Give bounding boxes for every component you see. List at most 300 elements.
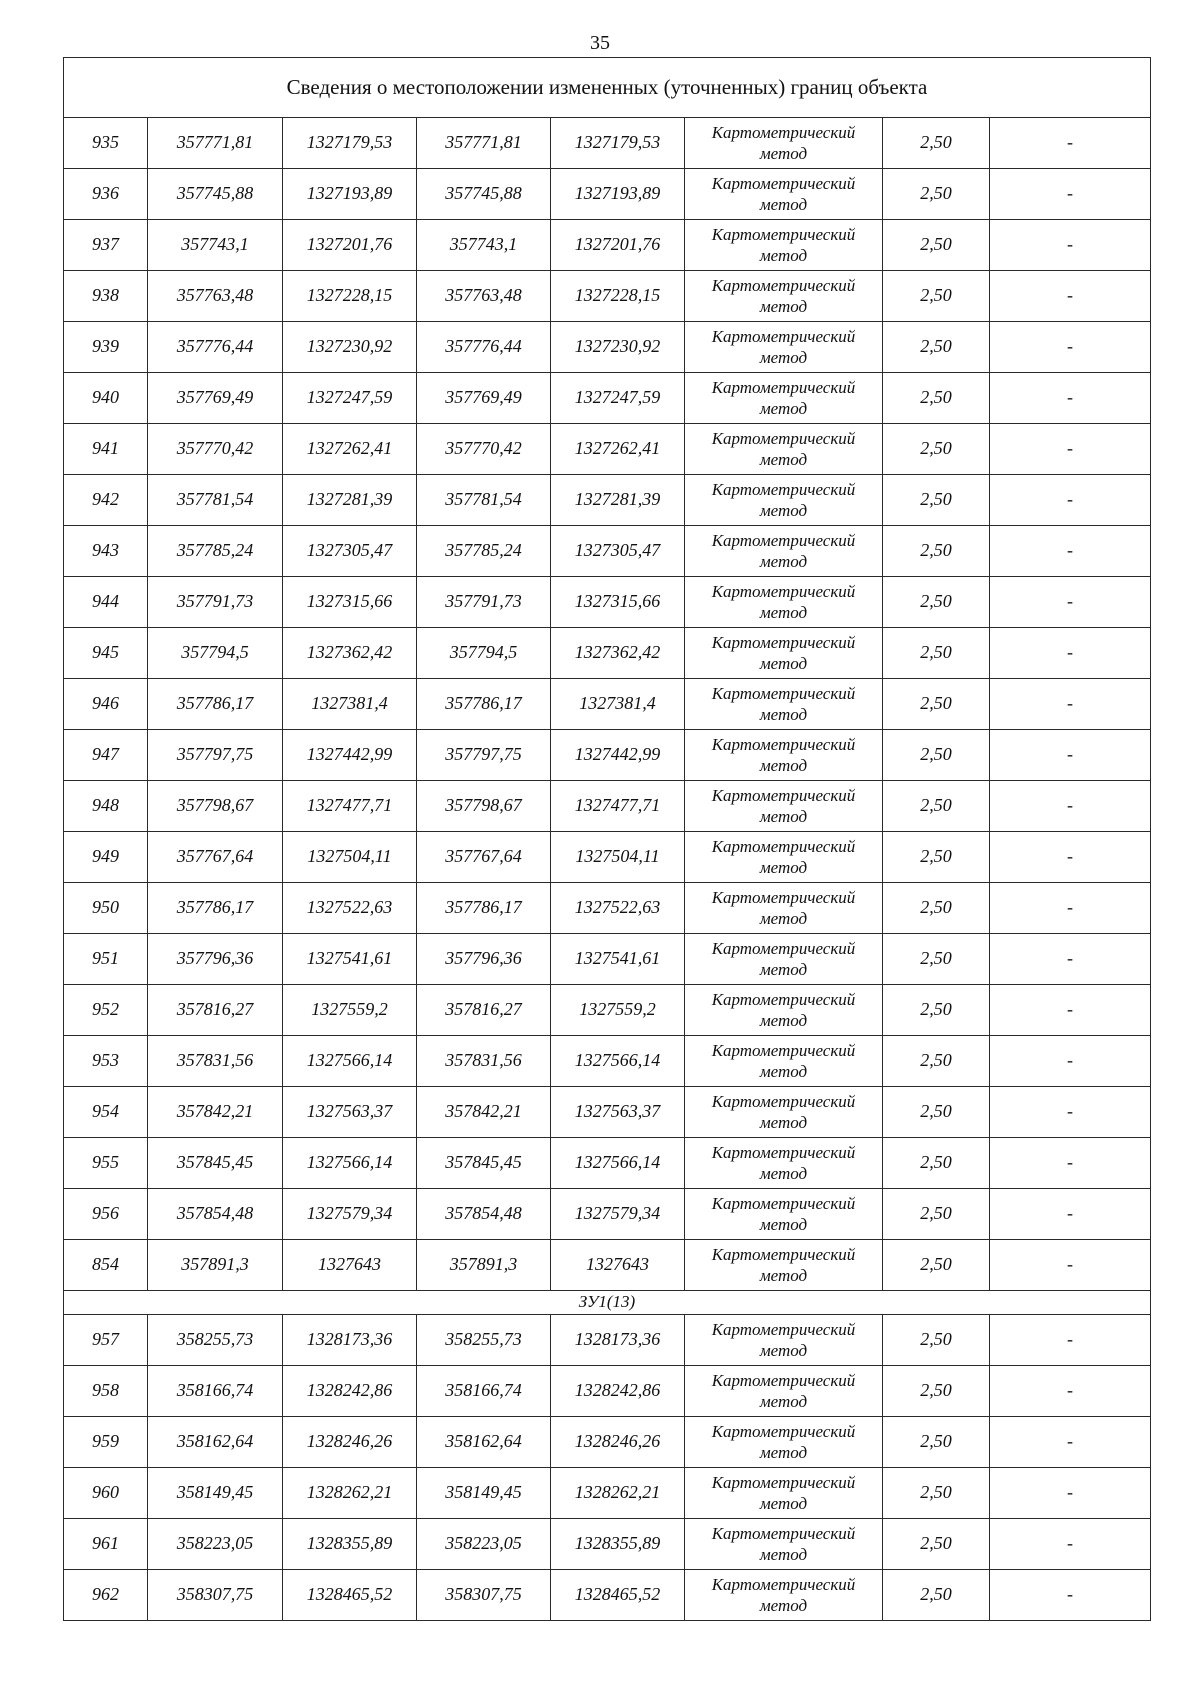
y-new-cell: 1327247,59 [551, 373, 685, 424]
y-new-cell: 1327566,14 [551, 1036, 685, 1087]
point-number-cell: 943 [64, 526, 148, 577]
y-old-cell: 1327566,14 [283, 1036, 417, 1087]
method-line2: метод [759, 1341, 808, 1360]
table-row [64, 1189, 1151, 1240]
method-line2: метод [759, 1494, 808, 1513]
description-cell: - [990, 220, 1151, 271]
table-row [64, 679, 1151, 730]
table-row [64, 220, 1151, 271]
method-cell [685, 628, 883, 679]
accuracy-cell: 2,50 [883, 118, 990, 169]
y-new-cell: 1327201,76 [551, 220, 685, 271]
method-line1: Картометрический [711, 735, 856, 754]
table-row [64, 883, 1151, 934]
x-old-cell: 357785,24 [148, 526, 283, 577]
description-cell: - [990, 1036, 1151, 1087]
method-line1: Картометрический [711, 888, 856, 907]
y-new-cell: 1327559,2 [551, 985, 685, 1036]
method-line1: Картометрический [711, 1143, 856, 1162]
y-new-cell: 1327228,15 [551, 271, 685, 322]
section-label: ЗУ1(13) [64, 1291, 1151, 1315]
method-line1: Картометрический [711, 1473, 856, 1492]
x-new-cell: 357854,48 [417, 1189, 551, 1240]
method-cell [685, 1036, 883, 1087]
accuracy-cell: 2,50 [883, 373, 990, 424]
description-cell: - [990, 118, 1151, 169]
method-cell [685, 832, 883, 883]
y-old-cell: 1327541,61 [283, 934, 417, 985]
description-cell: - [990, 1468, 1151, 1519]
method-cell [685, 1240, 883, 1291]
table-body [64, 58, 1151, 1621]
method-line2: метод [759, 1215, 808, 1234]
accuracy-cell: 2,50 [883, 1315, 990, 1366]
x-old-cell: 357854,48 [148, 1189, 283, 1240]
description-cell: - [990, 679, 1151, 730]
y-new-cell: 1328242,86 [551, 1366, 685, 1417]
method-line2: метод [759, 858, 808, 877]
method-cell [685, 1417, 883, 1468]
x-old-cell: 357745,88 [148, 169, 283, 220]
table-row [64, 577, 1151, 628]
method-line1: Картометрический [711, 1194, 856, 1213]
method-line1: Картометрический [711, 1422, 856, 1441]
x-old-cell: 357798,67 [148, 781, 283, 832]
method-line2: метод [759, 1062, 808, 1081]
x-old-cell: 357831,56 [148, 1036, 283, 1087]
y-old-cell: 1327230,92 [283, 322, 417, 373]
y-old-cell: 1327262,41 [283, 424, 417, 475]
table-row [64, 985, 1151, 1036]
x-old-cell: 357891,3 [148, 1240, 283, 1291]
accuracy-cell: 2,50 [883, 271, 990, 322]
description-cell: - [990, 1189, 1151, 1240]
x-new-cell: 357763,48 [417, 271, 551, 322]
point-number-cell: 940 [64, 373, 148, 424]
point-number-cell: 947 [64, 730, 148, 781]
method-cell [685, 1315, 883, 1366]
method-cell [685, 1468, 883, 1519]
x-new-cell: 357771,81 [417, 118, 551, 169]
accuracy-cell: 2,50 [883, 1189, 990, 1240]
point-number-cell: 956 [64, 1189, 148, 1240]
y-new-cell: 1327522,63 [551, 883, 685, 934]
point-number-cell: 958 [64, 1366, 148, 1417]
coordinates-table [63, 57, 1151, 1621]
x-new-cell: 357781,54 [417, 475, 551, 526]
x-old-cell: 357786,17 [148, 883, 283, 934]
y-old-cell: 1327559,2 [283, 985, 417, 1036]
method-cell [685, 271, 883, 322]
method-cell [685, 577, 883, 628]
method-cell [685, 322, 883, 373]
method-line1: Картометрический [711, 1092, 856, 1111]
description-cell: - [990, 526, 1151, 577]
point-number-cell: 962 [64, 1570, 148, 1621]
y-old-cell: 1327504,11 [283, 832, 417, 883]
x-new-cell: 358149,45 [417, 1468, 551, 1519]
section-row [64, 1291, 1151, 1315]
table-row [64, 1087, 1151, 1138]
point-number-cell: 949 [64, 832, 148, 883]
x-old-cell: 357845,45 [148, 1138, 283, 1189]
method-line2: метод [759, 450, 808, 469]
method-line1: Картометрический [711, 327, 856, 346]
y-old-cell: 1327477,71 [283, 781, 417, 832]
x-new-cell: 357767,64 [417, 832, 551, 883]
y-new-cell: 1328355,89 [551, 1519, 685, 1570]
accuracy-cell: 2,50 [883, 679, 990, 730]
point-number-cell: 961 [64, 1519, 148, 1570]
y-old-cell: 1328173,36 [283, 1315, 417, 1366]
method-line2: метод [759, 1545, 808, 1564]
method-cell [685, 1519, 883, 1570]
description-cell: - [990, 1366, 1151, 1417]
method-cell [685, 1366, 883, 1417]
accuracy-cell: 2,50 [883, 1468, 990, 1519]
method-cell [685, 424, 883, 475]
method-line2: метод [759, 756, 808, 775]
point-number-cell: 942 [64, 475, 148, 526]
method-line2: метод [759, 705, 808, 724]
table-row [64, 169, 1151, 220]
description-cell: - [990, 322, 1151, 373]
x-new-cell: 357816,27 [417, 985, 551, 1036]
table-row [64, 271, 1151, 322]
point-number-cell: 939 [64, 322, 148, 373]
x-new-cell: 357794,5 [417, 628, 551, 679]
method-line1: Картометрический [711, 990, 856, 1009]
method-line2: метод [759, 1392, 808, 1411]
y-old-cell: 1327522,63 [283, 883, 417, 934]
method-line1: Картометрический [711, 123, 856, 142]
y-old-cell: 1328242,86 [283, 1366, 417, 1417]
description-cell: - [990, 1240, 1151, 1291]
method-cell [685, 373, 883, 424]
table-row [64, 322, 1151, 373]
method-line2: метод [759, 603, 808, 622]
description-cell: - [990, 1417, 1151, 1468]
y-new-cell: 1327442,99 [551, 730, 685, 781]
table-row [64, 1138, 1151, 1189]
x-new-cell: 358162,64 [417, 1417, 551, 1468]
description-cell: - [990, 628, 1151, 679]
y-new-cell: 1328173,36 [551, 1315, 685, 1366]
y-new-cell: 1327541,61 [551, 934, 685, 985]
method-line1: Картометрический [711, 378, 856, 397]
table-row [64, 1366, 1151, 1417]
y-old-cell: 1327643 [283, 1240, 417, 1291]
x-old-cell: 357786,17 [148, 679, 283, 730]
x-new-cell: 358307,75 [417, 1570, 551, 1621]
x-old-cell: 357794,5 [148, 628, 283, 679]
x-old-cell: 358223,05 [148, 1519, 283, 1570]
y-new-cell: 1327381,4 [551, 679, 685, 730]
method-line1: Картометрический [711, 1524, 856, 1543]
table-row [64, 832, 1151, 883]
method-line2: метод [759, 399, 808, 418]
x-old-cell: 357743,1 [148, 220, 283, 271]
method-line2: метод [759, 297, 808, 316]
description-cell: - [990, 730, 1151, 781]
y-new-cell: 1327315,66 [551, 577, 685, 628]
method-cell [685, 526, 883, 577]
description-cell: - [990, 934, 1151, 985]
x-new-cell: 357769,49 [417, 373, 551, 424]
x-new-cell: 357786,17 [417, 679, 551, 730]
x-old-cell: 357769,49 [148, 373, 283, 424]
accuracy-cell: 2,50 [883, 220, 990, 271]
x-old-cell: 357776,44 [148, 322, 283, 373]
point-number-cell: 941 [64, 424, 148, 475]
method-line2: метод [759, 1596, 808, 1615]
point-number-cell: 936 [64, 169, 148, 220]
y-old-cell: 1328355,89 [283, 1519, 417, 1570]
y-new-cell: 1327362,42 [551, 628, 685, 679]
y-old-cell: 1327193,89 [283, 169, 417, 220]
y-old-cell: 1327315,66 [283, 577, 417, 628]
accuracy-cell: 2,50 [883, 985, 990, 1036]
x-new-cell: 357842,21 [417, 1087, 551, 1138]
x-new-cell: 357796,36 [417, 934, 551, 985]
accuracy-cell: 2,50 [883, 730, 990, 781]
method-line2: метод [759, 807, 808, 826]
point-number-cell: 951 [64, 934, 148, 985]
method-line1: Картометрический [711, 429, 856, 448]
y-new-cell: 1328465,52 [551, 1570, 685, 1621]
x-new-cell: 357770,42 [417, 424, 551, 475]
method-cell [685, 475, 883, 526]
x-old-cell: 358149,45 [148, 1468, 283, 1519]
y-old-cell: 1327228,15 [283, 271, 417, 322]
accuracy-cell: 2,50 [883, 1240, 990, 1291]
point-number-cell: 937 [64, 220, 148, 271]
y-old-cell: 1327247,59 [283, 373, 417, 424]
accuracy-cell: 2,50 [883, 169, 990, 220]
method-cell [685, 1570, 883, 1621]
table-row [64, 628, 1151, 679]
accuracy-cell: 2,50 [883, 832, 990, 883]
x-new-cell: 358166,74 [417, 1366, 551, 1417]
y-new-cell: 1327230,92 [551, 322, 685, 373]
method-line2: метод [759, 1266, 808, 1285]
table-row [64, 373, 1151, 424]
table-row [64, 1240, 1151, 1291]
point-number-cell: 935 [64, 118, 148, 169]
method-line2: метод [759, 1011, 808, 1030]
y-new-cell: 1327193,89 [551, 169, 685, 220]
accuracy-cell: 2,50 [883, 1417, 990, 1468]
point-number-cell: 957 [64, 1315, 148, 1366]
table-row [64, 475, 1151, 526]
method-line2: метод [759, 909, 808, 928]
method-line1: Картометрический [711, 684, 856, 703]
table-row [64, 118, 1151, 169]
description-cell: - [990, 1570, 1151, 1621]
x-new-cell: 357798,67 [417, 781, 551, 832]
table-row [64, 781, 1151, 832]
x-old-cell: 357842,21 [148, 1087, 283, 1138]
method-line1: Картометрический [711, 786, 856, 805]
x-new-cell: 358255,73 [417, 1315, 551, 1366]
method-line1: Картометрический [711, 1320, 856, 1339]
method-cell [685, 985, 883, 1036]
x-old-cell: 357797,75 [148, 730, 283, 781]
x-old-cell: 357796,36 [148, 934, 283, 985]
method-line1: Картометрический [711, 1575, 856, 1594]
accuracy-cell: 2,50 [883, 1366, 990, 1417]
method-line2: метод [759, 246, 808, 265]
y-new-cell: 1327566,14 [551, 1138, 685, 1189]
y-new-cell: 1327262,41 [551, 424, 685, 475]
method-line1: Картометрический [711, 1245, 856, 1264]
point-number-cell: 945 [64, 628, 148, 679]
method-cell [685, 220, 883, 271]
accuracy-cell: 2,50 [883, 781, 990, 832]
point-number-cell: 948 [64, 781, 148, 832]
x-new-cell: 357845,45 [417, 1138, 551, 1189]
method-line2: метод [759, 348, 808, 367]
y-old-cell: 1328262,21 [283, 1468, 417, 1519]
y-new-cell: 1327504,11 [551, 832, 685, 883]
x-old-cell: 358255,73 [148, 1315, 283, 1366]
accuracy-cell: 2,50 [883, 526, 990, 577]
table-row [64, 424, 1151, 475]
y-old-cell: 1327381,4 [283, 679, 417, 730]
description-cell: - [990, 169, 1151, 220]
y-old-cell: 1327566,14 [283, 1138, 417, 1189]
y-old-cell: 1328465,52 [283, 1570, 417, 1621]
y-new-cell: 1327643 [551, 1240, 685, 1291]
point-number-cell: 950 [64, 883, 148, 934]
table-row [64, 1570, 1151, 1621]
method-line1: Картометрический [711, 225, 856, 244]
description-cell: - [990, 985, 1151, 1036]
method-cell [685, 1138, 883, 1189]
method-cell [685, 679, 883, 730]
method-line1: Картометрический [711, 1371, 856, 1390]
x-old-cell: 357771,81 [148, 118, 283, 169]
method-cell [685, 118, 883, 169]
accuracy-cell: 2,50 [883, 475, 990, 526]
accuracy-cell: 2,50 [883, 322, 990, 373]
accuracy-cell: 2,50 [883, 1138, 990, 1189]
x-old-cell: 358162,64 [148, 1417, 283, 1468]
description-cell: - [990, 577, 1151, 628]
accuracy-cell: 2,50 [883, 577, 990, 628]
x-old-cell: 357767,64 [148, 832, 283, 883]
description-cell: - [990, 781, 1151, 832]
accuracy-cell: 2,50 [883, 1036, 990, 1087]
accuracy-cell: 2,50 [883, 1519, 990, 1570]
method-line1: Картометрический [711, 480, 856, 499]
method-line1: Картометрический [711, 582, 856, 601]
accuracy-cell: 2,50 [883, 1570, 990, 1621]
x-new-cell: 357891,3 [417, 1240, 551, 1291]
point-number-cell: 955 [64, 1138, 148, 1189]
description-cell: - [990, 271, 1151, 322]
method-line2: метод [759, 501, 808, 520]
description-cell: - [990, 373, 1151, 424]
y-old-cell: 1327281,39 [283, 475, 417, 526]
page-number: 35 [590, 32, 610, 54]
y-new-cell: 1327179,53 [551, 118, 685, 169]
x-old-cell: 357791,73 [148, 577, 283, 628]
method-line1: Картометрический [711, 174, 856, 193]
x-new-cell: 357831,56 [417, 1036, 551, 1087]
method-cell [685, 169, 883, 220]
description-cell: - [990, 1087, 1151, 1138]
y-new-cell: 1327281,39 [551, 475, 685, 526]
method-cell [685, 883, 883, 934]
method-cell [685, 934, 883, 985]
point-number-cell: 946 [64, 679, 148, 730]
description-cell: - [990, 1138, 1151, 1189]
y-new-cell: 1327477,71 [551, 781, 685, 832]
method-line2: метод [759, 144, 808, 163]
x-old-cell: 358307,75 [148, 1570, 283, 1621]
y-new-cell: 1328246,26 [551, 1417, 685, 1468]
point-number-cell: 952 [64, 985, 148, 1036]
point-number-cell: 944 [64, 577, 148, 628]
y-old-cell: 1327362,42 [283, 628, 417, 679]
table-row [64, 1036, 1151, 1087]
method-cell [685, 730, 883, 781]
x-old-cell: 357763,48 [148, 271, 283, 322]
method-line1: Картометрический [711, 939, 856, 958]
x-new-cell: 358223,05 [417, 1519, 551, 1570]
x-new-cell: 357743,1 [417, 220, 551, 271]
method-line2: метод [759, 195, 808, 214]
method-cell [685, 781, 883, 832]
method-line2: метод [759, 1113, 808, 1132]
accuracy-cell: 2,50 [883, 1087, 990, 1138]
y-new-cell: 1328262,21 [551, 1468, 685, 1519]
table-row [64, 1519, 1151, 1570]
x-new-cell: 357745,88 [417, 169, 551, 220]
x-new-cell: 357785,24 [417, 526, 551, 577]
table-row [64, 1468, 1151, 1519]
table-row [64, 730, 1151, 781]
y-new-cell: 1327579,34 [551, 1189, 685, 1240]
accuracy-cell: 2,50 [883, 883, 990, 934]
table-row [64, 1417, 1151, 1468]
table-row [64, 934, 1151, 985]
y-new-cell: 1327563,37 [551, 1087, 685, 1138]
y-old-cell: 1327563,37 [283, 1087, 417, 1138]
point-number-cell: 953 [64, 1036, 148, 1087]
method-line1: Картометрический [711, 531, 856, 550]
description-cell: - [990, 883, 1151, 934]
method-line2: метод [759, 960, 808, 979]
x-old-cell: 358166,74 [148, 1366, 283, 1417]
method-line1: Картометрический [711, 276, 856, 295]
point-number-cell: 960 [64, 1468, 148, 1519]
y-old-cell: 1327305,47 [283, 526, 417, 577]
method-line2: метод [759, 552, 808, 571]
table-title: Сведения о местоположении измененных (уточненных) границ объекта [64, 58, 1151, 118]
method-cell [685, 1189, 883, 1240]
method-line1: Картометрический [711, 837, 856, 856]
description-cell: - [990, 1519, 1151, 1570]
method-line2: метод [759, 1443, 808, 1462]
description-cell: - [990, 424, 1151, 475]
y-old-cell: 1327201,76 [283, 220, 417, 271]
x-new-cell: 357776,44 [417, 322, 551, 373]
table-row [64, 526, 1151, 577]
x-new-cell: 357791,73 [417, 577, 551, 628]
accuracy-cell: 2,50 [883, 628, 990, 679]
